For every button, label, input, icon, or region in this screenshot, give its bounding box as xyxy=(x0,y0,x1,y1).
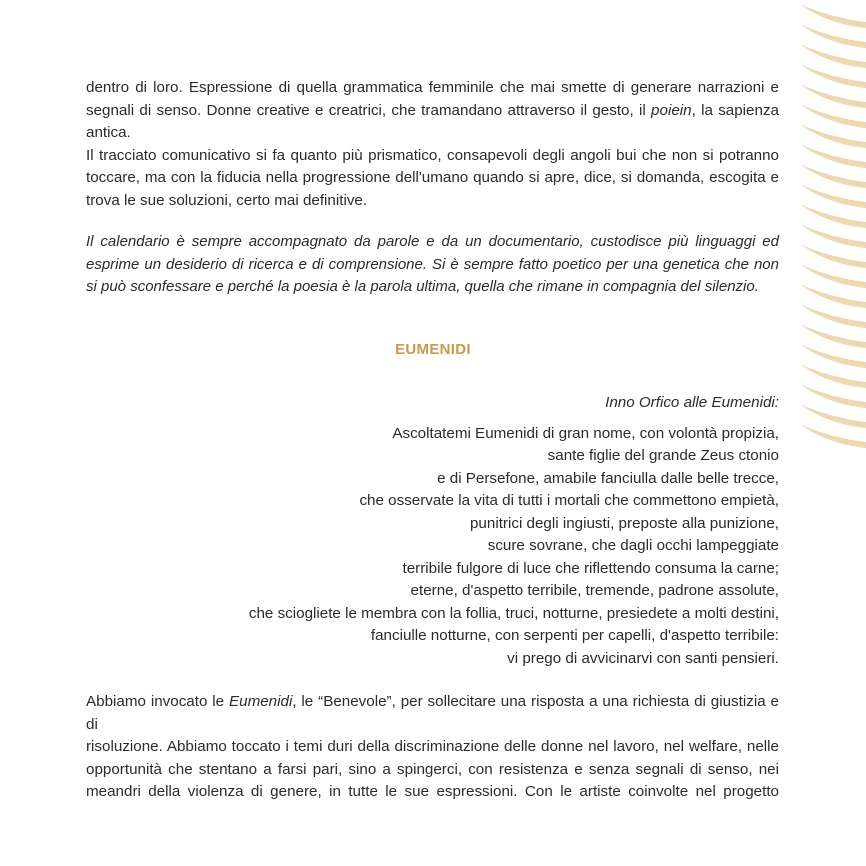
hymn-title: Inno Orfico alle Eumenidi: xyxy=(605,394,779,411)
hymn-line: punitrici degli ingiusti, preposte alla punizione, xyxy=(469,514,779,532)
poiein-term: poiein xyxy=(651,101,692,119)
leaf-blade xyxy=(800,384,866,408)
hymn-line: e di Persefone, amabile fanciulla dalle belle trecce, xyxy=(437,469,779,487)
leaf-blade xyxy=(800,104,866,128)
leaf-blade xyxy=(800,284,866,308)
hymn-line: eterne, d'aspetto terribile, tremende, padrone assolute, xyxy=(410,582,779,599)
leaf-blade xyxy=(800,364,866,388)
hymn-line: sante figlie del grande Zeus ctonio xyxy=(547,447,779,464)
leaf-blade xyxy=(800,204,866,228)
outro-line: meandri della violenza di genere, in tutte le sue espressioni. Con le artiste coinvolte nel progetto xyxy=(86,783,779,800)
intro-paragraph-1: dentro di loro. Espressione di quella grammatica femminile che mai smette di generare narrazioni e segnali di senso. Donne creative e creatrici, che tramandano attraverso il gesto, il poiein, la sapienza antica. xyxy=(86,79,779,141)
outro-paragraph xyxy=(86,691,779,804)
hymn-line: vi prego di avvicinarvi con santi pensieri. xyxy=(507,649,779,667)
leaf-blade xyxy=(800,224,866,248)
hymn-line: fanciulle notturne, con serpenti per capelli, d'aspetto terribile: xyxy=(370,627,779,644)
leaf-blade xyxy=(800,304,866,328)
leaf-blade xyxy=(800,144,866,168)
hymn-line: che sciogliete le membra con la follia, truci, notturne, presiedete a molti destini, xyxy=(248,604,779,622)
leaf-blade xyxy=(800,24,866,48)
hymn-line: Ascoltatemi Eumenidi di gran nome, con volontà propizia, xyxy=(392,424,779,442)
leaf-blade xyxy=(800,264,866,288)
outro-line: opportunità che stentano a farsi pari, sino a spingerci, con resistenza e senza segnali di senso, nei xyxy=(86,760,779,778)
intro-paragraph-2: Il tracciato comunicativo si fa quanto più prismatico, consapevoli degli angoli bui che non si potranno toccare, ma con la fiducia nella progressione dell'umano quando si apre, dice, si domanda, escogita e trova le sue soluzioni, certo mai definitive. xyxy=(86,146,779,209)
outro-line: risoluzione. Abbiamo toccato i temi duri della discriminazione delle donne nel lavoro, nel welfare, nelle xyxy=(86,738,779,755)
leaf-blade xyxy=(800,44,866,68)
hymn-line: che osservate la vita di tutti i mortali che commettono empietà, xyxy=(359,492,779,509)
hymn-block xyxy=(79,392,779,670)
outro-line: Abbiamo invocato le Eumenidi, le “Benevole”, per sollecitare una risposta a una richiesta di giustizia e di xyxy=(86,693,779,733)
leaf-blade xyxy=(800,424,866,448)
leaf-blade xyxy=(800,244,866,268)
hymn-line: terribile fulgore di luce che riflettendo consuma la carne; xyxy=(402,559,779,577)
eumenidi-term: Eumenidi xyxy=(229,693,293,710)
calendar-italic-paragraph: Il calendario è sempre accompagnato da parole e da un documentario, custodisce più linguaggi ed esprime un desiderio di ricerca e di comprensione. Si è sempre fatto poetico per una genetica che non si può sconfessare e perché la poesia è la parola ultima, quella che rimane in compagnia del silenzio. xyxy=(86,233,779,295)
hymn-lines xyxy=(79,423,779,671)
leaf-blade xyxy=(800,124,866,148)
leaf-blade xyxy=(800,404,866,428)
leaf-blade xyxy=(800,184,866,208)
leaf-blade xyxy=(800,84,866,108)
section-title: EUMENIDI xyxy=(395,341,471,358)
leaf-blade xyxy=(800,64,866,88)
intro-text xyxy=(86,77,779,212)
leaf-blade xyxy=(800,4,866,28)
decorative-leaf-graphic xyxy=(796,0,866,460)
hymn-line: scure sovrane, che dagli occhi lampeggiate xyxy=(487,537,779,554)
leaf-blade xyxy=(800,164,866,188)
